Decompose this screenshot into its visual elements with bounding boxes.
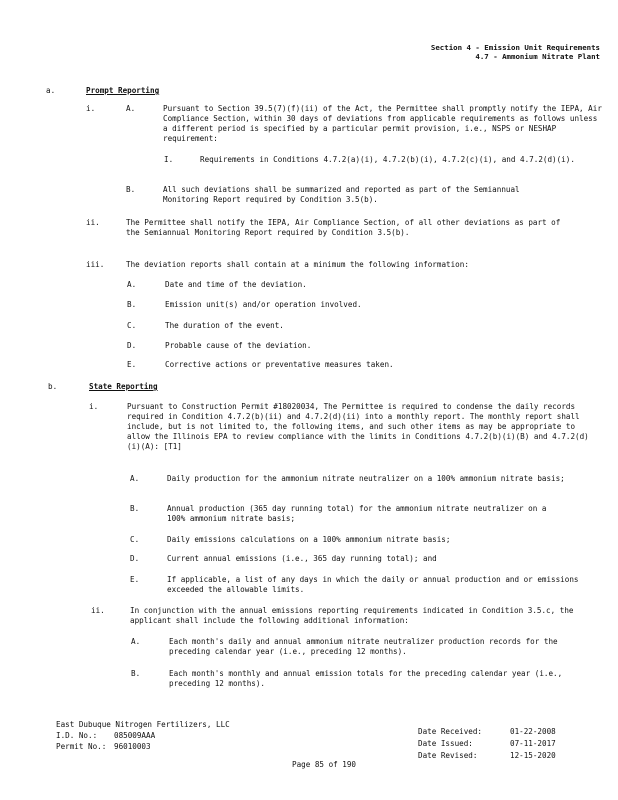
list-item-marker: C. [130, 535, 140, 544]
section-a-title: Prompt Reporting [86, 86, 160, 95]
a-ii-text: The Permittee shall notify the IEPA, Air Compliance Section, of all other deviations as part of the Semiannual Monitoring Report required by Condition 3.5(b). [126, 218, 561, 237]
list-item: Each month's daily and annual ammonium nitrate neutralizer production records for the preceding calendar year (i.e., preceding 12 months). [169, 637, 558, 656]
list-item-marker: A. [127, 280, 137, 289]
list-item-marker: B. [131, 669, 141, 678]
footer-received-value: 01-22-2008 [510, 727, 556, 736]
section-header: Section 4 - Emission Unit Requirements [430, 43, 600, 52]
list-item: Daily production for the ammonium nitrate neutralizer on a 100% ammonium nitrate basis; [167, 474, 565, 483]
list-item-marker: B. [130, 504, 140, 513]
footer-revised-label: Date Revised: [418, 751, 478, 760]
a-i-B-marker: B. [126, 185, 136, 194]
list-item: Each month's monthly and annual emission totals for the preceding calendar year (i.e., preceding 12 months). [169, 669, 563, 688]
a-i-B-text: All such deviations shall be summarized and reported as part of the Semiannual Monitoring Report required by Condition 3.5(b). [163, 185, 520, 204]
list-item: Annual production (365 day running total) for the ammonium nitrate neutralizer on a 100% ammonium nitrate basis; [167, 504, 547, 523]
footer-issued-label: Date Issued: [418, 739, 473, 748]
b-ii-marker: ii. [91, 606, 105, 615]
footer-company: East Dubuque Nitrogen Fertilizers, LLC [56, 720, 230, 729]
list-item: The duration of the event. [165, 321, 284, 330]
a-iii-text: The deviation reports shall contain at a minimum the following information: [126, 260, 469, 269]
section-a-marker: a. [46, 86, 56, 95]
footer-issued-value: 07-11-2017 [510, 739, 556, 748]
subsection-header: 4.7 - Ammonium Nitrate Plant [475, 52, 600, 61]
footer-permit-label: Permit No.: [56, 742, 107, 751]
footer-permit-value: 96010003 [114, 742, 151, 751]
list-item-marker: D. [127, 341, 137, 350]
list-item-marker: E. [130, 575, 140, 584]
section-b-title: State Reporting [89, 382, 158, 391]
a-ii-marker: ii. [86, 218, 100, 227]
list-item-marker: D. [130, 554, 140, 563]
a-iii-marker: iii. [86, 260, 105, 269]
a-i-A-I-text: Requirements in Conditions 4.7.2(a)(i), 4.7.2(b)(i), 4.7.2(c)(i), and 4.7.2(d)(i). [200, 155, 575, 164]
section-b-marker: b. [48, 382, 58, 391]
list-item-marker: A. [130, 474, 140, 483]
list-item: Date and time of the deviation. [165, 280, 307, 289]
page-number: Page 85 of 190 [292, 760, 357, 769]
b-i-text: Pursuant to Construction Permit #18020034, The Permittee is required to condense the daily records required in Condition 4.7.2(b)(ii) and 4.7.2(d)(ii) into a monthly report. The monthly report shall include, but is not limited to, the following items, and such other items as may be appropriate to allow the Illinois EPA to review compliance with the limits in Conditions 4.7.2(b)(i)(B) and 4.7.2(d)(i)(A): [T1] [127, 402, 589, 451]
list-item: If applicable, a list of any days in which the daily or annual production and or emissions exceeded the allowable limits. [167, 575, 579, 594]
b-i-marker: i. [89, 402, 99, 411]
footer-received-label: Date Received: [418, 727, 483, 736]
a-i-A-marker: A. [126, 104, 136, 113]
list-item: Emission unit(s) and/or operation involved. [165, 300, 362, 309]
a-i-A-I-marker: I. [164, 155, 174, 164]
footer-id-value: 085009AAA [114, 731, 156, 740]
a-i-marker: i. [86, 104, 96, 113]
list-item-marker: B. [127, 300, 137, 309]
list-item-marker: C. [127, 321, 137, 330]
list-item: Corrective actions or preventative measures taken. [165, 360, 394, 369]
footer-revised-value: 12-15-2020 [510, 751, 556, 760]
list-item-marker: E. [127, 360, 137, 369]
b-ii-text: In conjunction with the annual emissions reporting requirements indicated in Condition 3.5.c, the applicant shall include the following additional information: [130, 606, 574, 625]
list-item-marker: A. [131, 637, 141, 646]
list-item: Current annual emissions (i.e., 365 day running total); and [167, 554, 437, 563]
a-i-A-text: Pursuant to Section 39.5(7)(f)(ii) of the Act, the Permittee shall promptly notify the IEPA, Air Compliance Section, within 30 days of deviations from applicable requirements as follows unless a different period is specified by a particular permit provision, i.e., NSPS or NESHAP requirement: [163, 104, 602, 143]
footer-id-label: I.D. No.: [56, 731, 98, 740]
list-item: Daily emissions calculations on a 100% ammonium nitrate basis; [167, 535, 451, 544]
list-item: Probable cause of the deviation. [165, 341, 312, 350]
